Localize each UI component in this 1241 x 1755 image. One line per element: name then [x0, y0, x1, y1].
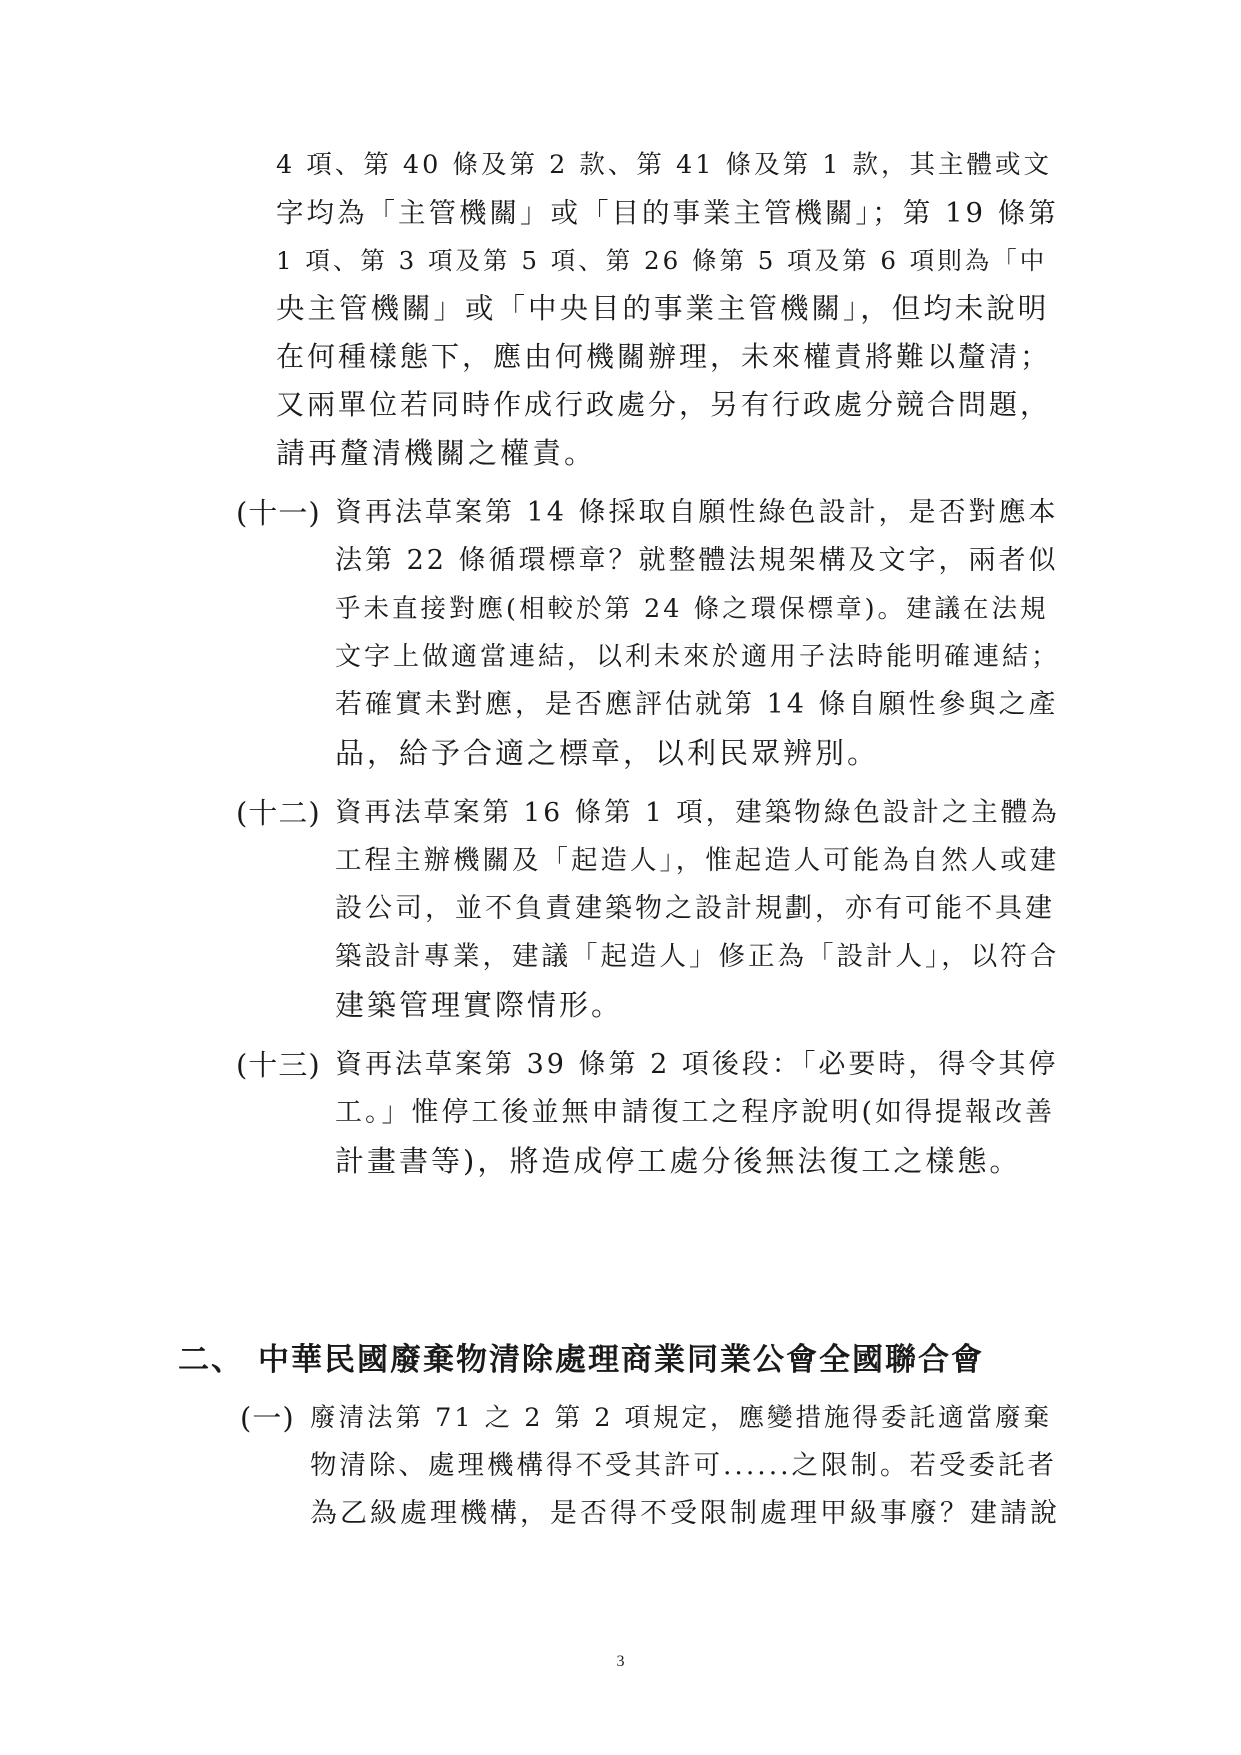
paragraph-line: 資再法草案第 16 條第 1 項，建築物綠色設計之主體為	[335, 797, 1060, 828]
paragraph-line: 又兩單位若同時作成行政處分，另有行政處分競合問題，	[276, 388, 1052, 421]
paragraph-line: 廢清法第 71 之 2 第 2 項規定，應變措施得委託適當廢棄	[310, 1403, 1053, 1433]
paragraph-line: 請再釐清機關之權責。	[276, 436, 597, 470]
paragraph-line: 計畫書等)，將造成停工處分後無法復工之樣態。	[335, 1144, 1022, 1178]
paragraph-line: 資再法草案第 14 條採取自願性綠色設計，是否對應本	[335, 497, 1059, 528]
paragraph-line: 築設計專業，建議「起造人」修正為「設計人」，以符合	[335, 941, 1060, 972]
item-label: (一)	[240, 1401, 295, 1435]
paragraph-line: 物清除、處理機構得不受其許可......之限制。若受委託者	[310, 1450, 1058, 1481]
paragraph-line: 品，給予合適之標章，以利民眾辨別。	[335, 736, 880, 770]
paragraph-line: 若確實未對應，是否應評估就第 14 條自願性參與之產	[335, 689, 1059, 720]
section-number: 二、	[178, 1342, 244, 1378]
item-label: (十一)	[236, 496, 321, 530]
paragraph-line: 為乙級處理機構，是否得不受限制處理甲級事廢？建請說	[310, 1498, 1060, 1529]
paragraph-line: 4 項、第 40 條及第 2 款、第 41 條及第 1 款，其主體或文	[276, 150, 1053, 180]
paragraph-line: 央主管機關」或「中央目的事業主管機關」，但均未說明	[276, 292, 1050, 325]
paragraph-line: 工程主辦機關及「起造人」，惟起造人可能為自然人或建	[335, 845, 1060, 876]
paragraph-line: 1 項、第 3 項及第 5 項、第 26 條第 5 項及第 6 項則為「中	[276, 246, 1048, 275]
paragraph-line: 在何種樣態下，應由何機關辦理，未來權責將難以釐清；	[276, 340, 1052, 373]
section-title: 中華民國廢棄物清除處理商業同業公會全國聯合會	[258, 1342, 984, 1378]
paragraph-line: 字均為「主管機關」或「目的事業主管機關」；第 19 條第	[276, 197, 1059, 229]
paragraph-line: 工。」惟停工後並無申請復工之程序說明(如得提報改善	[335, 1097, 1056, 1128]
paragraph-line: 文字上做適當連結，以利未來於適用子法時能明確連結；	[335, 642, 1061, 672]
paragraph-line: 法第 22 條循環標章？就整體法規架構及文字，兩者似	[335, 545, 1059, 576]
page-number: 3	[616, 1653, 625, 1670]
section-heading	[178, 1338, 984, 1382]
item-label: (十二)	[236, 796, 321, 830]
paragraph-line: 建築管理實際情形。	[335, 988, 624, 1022]
item-label: (十三)	[236, 1048, 321, 1082]
paragraph-line: 資再法草案第 39 條第 2 項後段：「必要時，得令其停	[335, 1049, 1059, 1080]
paragraph-line: 設公司，並不負責建築物之設計規劃，亦有可能不具建	[335, 893, 1055, 924]
paragraph-line: 乎未直接對應(相較於第 24 條之環保標章)。建議在法規	[335, 594, 1049, 624]
